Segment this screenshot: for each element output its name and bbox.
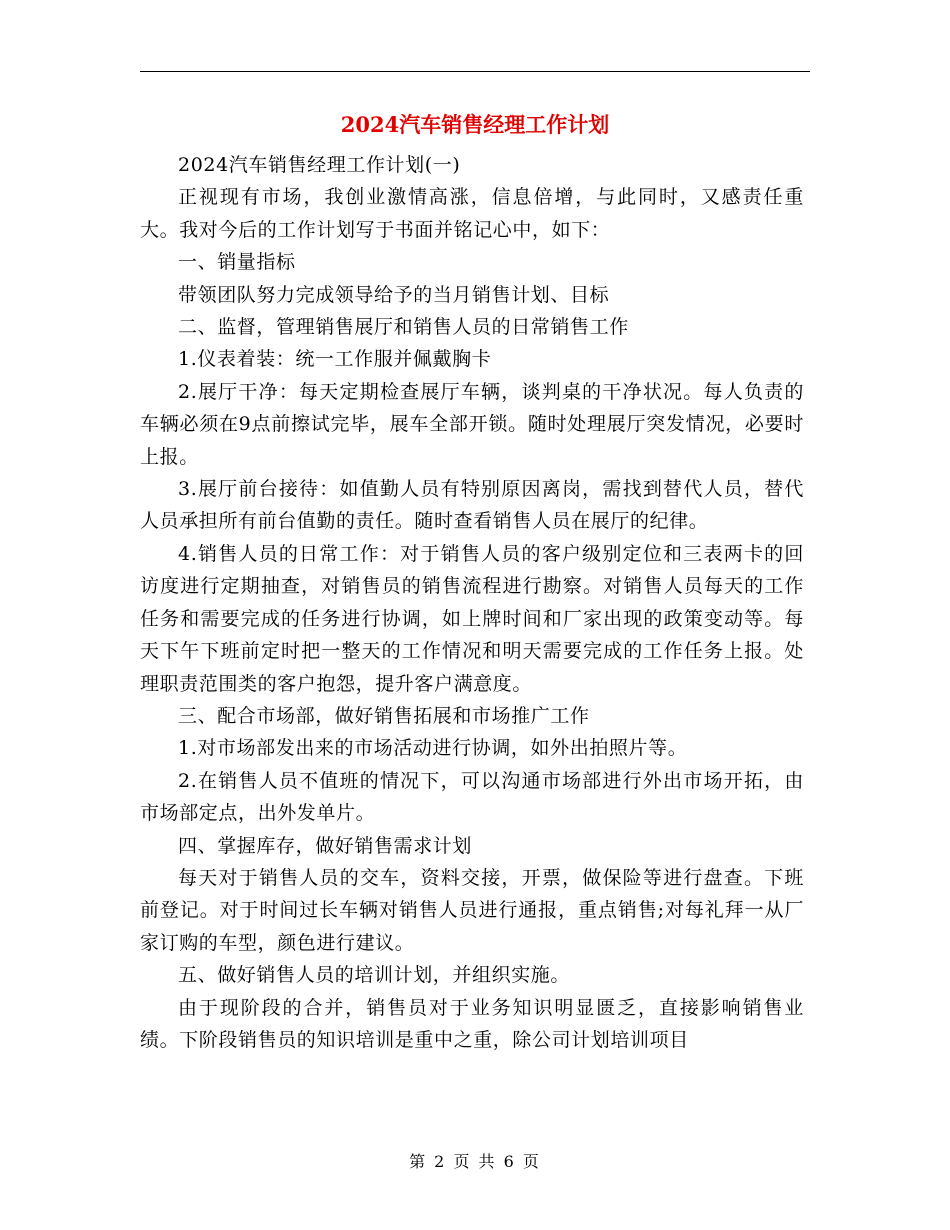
document-title: 2024汽车销售经理工作计划 <box>340 112 610 137</box>
list-item: 2.在销售人员不值班的情况下，可以沟通市场部进行外出市场开拓，由市场部定点，出外发单片。 <box>140 769 804 825</box>
list-item: 3.展厅前台接待：如值勤人员有特别原因离岗，需找到替代人员，替代人员承担所有前台值勤的责任。随时查看销售人员在展厅的纪律。 <box>140 478 804 533</box>
document-body <box>140 149 804 1056</box>
body-paragraph: 正视现有市场，我创业激情高涨，信息倍增，与此同时，又感责任重大。我对今后的工作计划写于书面并铭记心中，如下： <box>140 186 804 241</box>
page-number-footer: 第 2 页 共 6 页 <box>409 1152 541 1171</box>
section-heading: 四、掌握库存，做好销售需求计划 <box>178 834 473 857</box>
body-paragraph: 每天对于销售人员的交车，资料交接，开票，做保险等进行盘查。下班前登记。对于时间过长车辆对销售人员进行通报，重点销售;对每礼拜一从厂家订购的车型，颜色进行建议。 <box>140 866 804 954</box>
list-item: 2.展厅干净：每天定期检查展厅车辆，谈判桌的干净状况。每人负责的车辆必须在9点前擦试完毕，展车全部开锁。随时处理展厅突发情况，必要时上报。 <box>140 380 804 468</box>
subtitle-paragraph: 2024汽车销售经理工作计划(一) <box>178 154 461 176</box>
section-heading: 三、配合市场部，做好销售拓展和市场推广工作 <box>178 704 590 727</box>
list-item: 1.对市场部发出来的市场活动进行协调，如外出拍照片等。 <box>178 737 688 760</box>
section-heading: 一、销量指标 <box>178 251 296 274</box>
section-heading: 二、监督，管理销售展厅和销售人员的日常销售工作 <box>178 316 629 339</box>
list-item: 4.销售人员的日常工作：对于销售人员的客户级别定位和三表两卡的回访度进行定期抽查，对销售员的销售流程进行勘察。对销售人员每天的工作任务和需要完成的任务进行协调，如上牌时间和厂家出现的政策变动等。每天下午下班前定时把一整天的工作情况和明天需要完成的工作任务上报。处理职责范围类的客户抱怨，提升客户满意度。 <box>140 542 804 695</box>
header-rule <box>140 71 810 72</box>
body-paragraph: 带领团队努力完成领导给予的当月销售计划、目标 <box>178 283 610 306</box>
body-paragraph: 由于现阶段的合并，销售员对于业务知识明显匮乏，直接影响销售业绩。下阶段销售员的知识培训是重中之重，除公司计划培训项目 <box>140 996 804 1051</box>
section-heading: 五、做好销售人员的培训计划，并组织实施。 <box>178 964 571 987</box>
list-item: 1.仪表着装：统一工作服并佩戴胸卡 <box>178 348 492 371</box>
